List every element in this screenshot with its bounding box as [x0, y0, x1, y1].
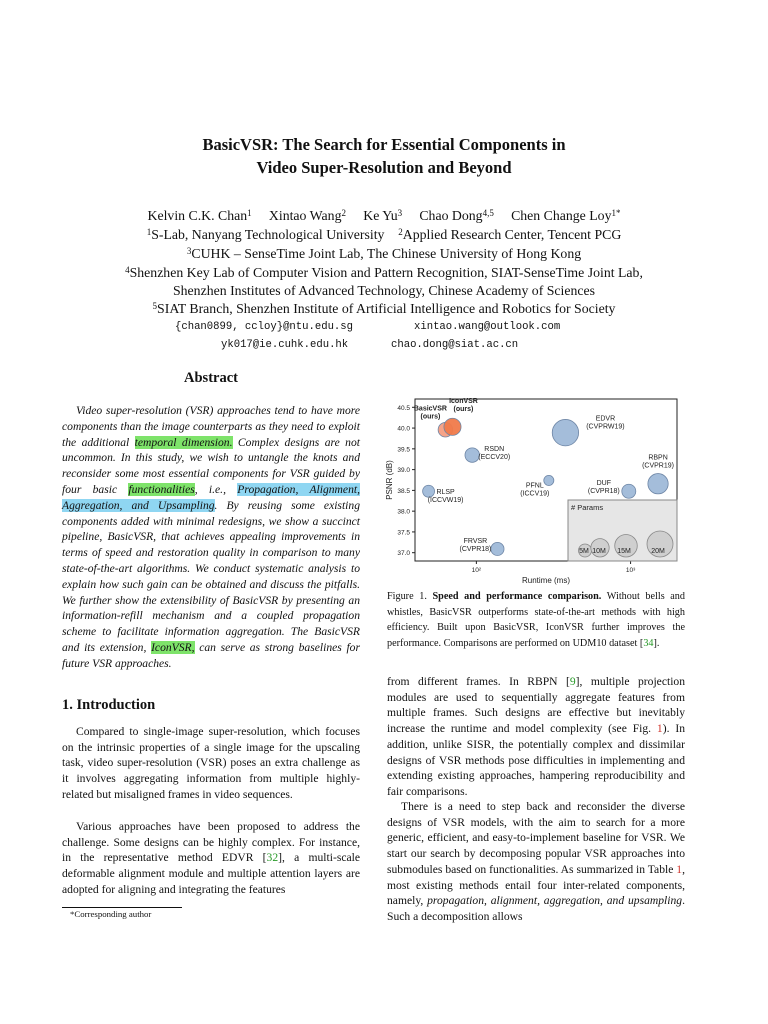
- email: xintao.wang@outlook.com: [414, 321, 561, 333]
- data-point: [423, 485, 435, 497]
- email: yk017@ie.cuhk.edu.hk: [221, 339, 349, 351]
- highlight: functionalities: [128, 482, 195, 496]
- size-legend-label: 20M: [651, 548, 665, 555]
- size-legend-label: 15M: [617, 548, 631, 555]
- y-tick-label: 37.0: [397, 550, 410, 558]
- figure-1-chart: [380, 396, 686, 586]
- data-label-venue: (ours): [453, 405, 474, 413]
- data-label: BasicVSR: [413, 405, 447, 413]
- highlight: temporal dimension.: [134, 435, 233, 449]
- affiliation-line-3: $^4$Shenzhen Key Lab of Computer Vision and Pattern Recognition, SIAT-SenseTime Joint Lab,: [125, 265, 643, 280]
- intro-paragraph-2: Various approaches have been proposed to address the challenge. Some designs can be highly complex. For instance, in the representative method EDVR [32], a multi-scale deformable alignment module and multiple attention layers are adopted for aligning and integrating the features: [62, 820, 360, 896]
- author: Chen Change Loy$^{1*}$: [511, 208, 621, 223]
- email: {chan0899, ccloy}@ntu.edu.sg: [175, 321, 354, 333]
- y-axis-label: PSNR (dB): [385, 460, 394, 500]
- highlight: IconVSR,: [151, 640, 195, 654]
- data-point: [648, 474, 668, 494]
- section-heading: 1. Introduction: [62, 697, 156, 713]
- data-label: DUF: [596, 480, 612, 488]
- data-label-venue: (CVPR18): [587, 488, 620, 496]
- footnote-rule: [62, 907, 182, 908]
- abstract-body: Video super-resolution (VSR) approaches tend to have more components than the image counterparts as they need to exploit the additional temporal dimension. Complex designs are not uncommon. In this study, we wish to untangle the knots and reconsider some most essential components for VSR guided by four basic functionalities, i.e., Propagation, Alignment, Aggregation, and Upsampling. By reusing some existing components added with minimal redesigns, we show a succinct pipeline, BasicVSR, that achieves appealing improvements in terms of speed and restoration quality in comparison to many state-of-the-art algorithms. We conduct systematic analysis to explain how such gain can be obtained and discuss the pitfalls. We further show the extensibility of BasicVSR by presenting an information-refill mechanism and a coupled propagation scheme to facilitate information aggregation. The BasicVSR and its extension, IconVSR, can serve as strong baselines for future VSR approaches.: [62, 404, 360, 670]
- data-label: IconVSR: [449, 397, 478, 405]
- x-tick-label: 10³: [625, 567, 636, 574]
- figure-link[interactable]: 1: [656, 722, 663, 736]
- citation-link[interactable]: 9: [569, 675, 576, 688]
- author: Kelvin C.K. Chan$^1$: [147, 208, 252, 223]
- y-tick-label: 37.5: [397, 529, 410, 537]
- author: Chao Dong$^{4,5}$: [419, 208, 494, 223]
- data-label: PFNL: [525, 482, 544, 490]
- right-paragraph-2: There is a need to step back and reconsider the diverse designs of VSR models, with the aim to search for a more generic, efficient, and easy-to-implement baseline for VSR. We start our search by decomposing popular VSR approaches into submodules based on functionalities. As summarized in Table 1, most existing methods entail four inter-related components, namely, propagation, alignment, aggregation, and upsampling. Such a decomposition allows: [387, 800, 685, 923]
- data-label-venue: (CVPR18): [459, 545, 492, 553]
- author: Xintao Wang$^2$: [268, 208, 346, 223]
- y-tick-label: 38.5: [397, 487, 410, 495]
- size-legend-label: 10M: [592, 548, 606, 555]
- data-label-venue: (ECCV20): [478, 454, 511, 462]
- y-tick-label: 39.0: [397, 467, 410, 475]
- y-tick-label: 38.0: [397, 508, 410, 516]
- footnote: *Corresponding author: [70, 909, 152, 919]
- data-label: EDVR: [595, 415, 616, 423]
- data-point: [444, 418, 461, 435]
- y-tick-label: 40.0: [397, 425, 410, 433]
- size-legend-label: 5M: [579, 548, 589, 555]
- email: chao.dong@siat.ac.cn: [391, 339, 519, 351]
- x-tick-label: 10²: [471, 567, 482, 574]
- data-point: [544, 475, 554, 485]
- data-point: [491, 542, 504, 555]
- data-label-venue: (CVPR19): [642, 462, 674, 470]
- paper-title-line2: Video Super-Resolution and Beyond: [256, 158, 512, 177]
- highlight: Propagation, Alignment, Aggregation, and Upsampling: [62, 482, 360, 512]
- data-label-venue: (ICCV19): [520, 490, 550, 498]
- data-label: FRVSR: [463, 537, 488, 545]
- data-label: RLSP: [436, 489, 455, 497]
- citation-link[interactable]: 32: [266, 851, 279, 865]
- data-label: RSDN: [484, 446, 505, 454]
- affiliation-line-2: $^3$CUHK – SenseTime Joint Lab, The Chinese University of Hong Kong: [186, 246, 582, 261]
- data-label-venue: (ICCVW19): [427, 497, 464, 505]
- size-legend-title: # Params: [571, 503, 604, 512]
- data-label-venue: (CVPRW19): [586, 423, 625, 431]
- affiliation-line-5: $^5$SIAT Branch, Shenzhen Institute of Artificial Intelligence and Robotics for Society: [152, 301, 616, 316]
- abstract-heading: Abstract: [184, 370, 238, 386]
- right-paragraph-1: from different frames. In RBPN [9], multiple projection modules are used to sequentially aggregate features from multiple frames. Such designs are effective but inevitably increase the runtime and model complexity (see Fig. 1). In addition, unlike SISR, the potentially complex and dissimilar designs of VSR methods pose difficulties in implementing and extending existing approaches, hampering reproducibility and fair comparisons.: [387, 675, 686, 798]
- y-tick-label: 39.5: [397, 446, 410, 454]
- citation-link[interactable]: 34: [643, 637, 654, 649]
- figure-1-caption: Figure 1. Speed and performance comparison. Without bells and whistles, BasicVSR outperforms state-of-the-art methods with high efficiency. Built upon BasicVSR, IconVSR further improves the performance. Comparisons are performed on UDM10 dataset [34].: [387, 591, 685, 649]
- affiliation-line-1: $^1$S-Lab, Nanyang Technological University $^2$Applied Research Center, Tencent PCG: [146, 227, 622, 242]
- data-point: [552, 419, 578, 445]
- x-axis-label: Runtime (ms): [521, 576, 571, 585]
- data-label-venue: (ours): [420, 413, 441, 421]
- author-list: [0, 207, 768, 225]
- affiliation-line-4: Shenzhen Institutes of Advanced Technology, Chinese Academy of Sciences: [172, 283, 596, 298]
- paper-title-line1: BasicVSR: The Search for Essential Components in: [202, 135, 566, 154]
- data-point: [622, 484, 636, 498]
- table-link[interactable]: 1: [676, 862, 683, 876]
- intro-paragraph-1: Compared to single-image super-resolution, which focuses on the intrinsic properties of a single image for the upscaling task, video super-resolution (VSR) poses an extra challenge as it involves aggregating information from multiple highly-related but misaligned frames in video sequences.: [62, 725, 360, 801]
- y-tick-label: 40.5: [397, 404, 410, 412]
- author: Ke Yu$^3$: [363, 208, 403, 223]
- data-label: RBPN: [648, 454, 668, 462]
